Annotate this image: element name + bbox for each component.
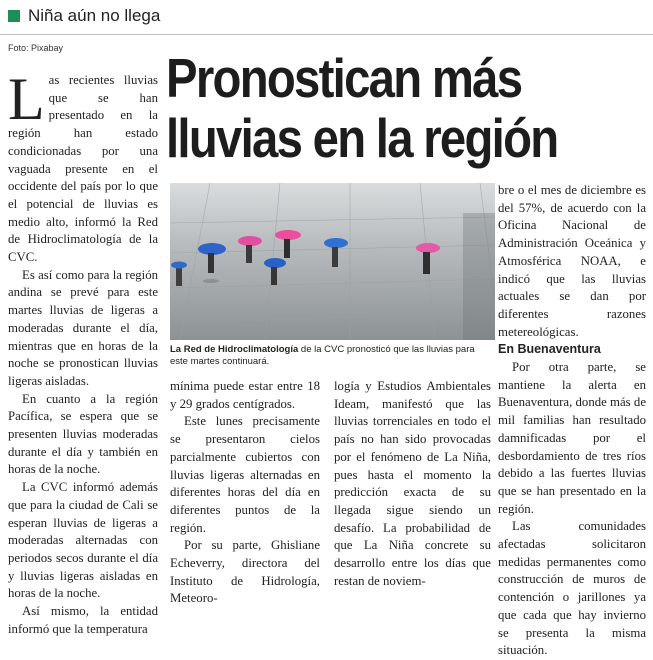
paragraph: Por otra parte, se mantiene la alerta en Buenaventura, donde más de mil familias han resultado damnificadas por el desbordamiento de tres ríos debido a las fuertes lluvias que se han presentado en la región. — [498, 360, 646, 516]
article-column-2 — [170, 378, 320, 608]
paragraph: mínima puede estar entre 18 y 29 grados centígrados. — [170, 379, 320, 411]
photo-caption — [170, 344, 495, 368]
paragraph — [8, 66, 158, 267]
paragraph: Así mismo, la entidad informó que la temperatura — [8, 604, 158, 636]
paragraph: logía y Estudios Ambientales Ideam, manifestó que las lluvias torrenciales en todo el país no han sido provocadas por el fenómeno de La Niña, pues hasta el momento la predicción exacta de su llegada sigue siendo un desafío. La probabilidad de que La Niña concrete su desarrollo entre los días que restan de noviem- — [334, 379, 491, 588]
headline-line-2: lluvias en la región — [166, 107, 558, 169]
paragraph: bre o el mes de diciembre es del 57%, de acuerdo con la Oficina Nacional de Administración Oceánica y Atmosférica NOAA, e indicó que las lluvias actuales se dan por diferentes razones metereológicas. — [498, 183, 646, 339]
paragraph-text: as recientes lluvias que se han presentado en la región han estado condicionadas por una vaguada presente en el occidente del país por lo que el potencial de lluvias es medio alto, informó la Red de Hidroclimatología de la CVC. — [8, 73, 158, 265]
article-column-4 — [498, 182, 646, 660]
drop-cap: L — [8, 66, 45, 132]
section-header — [8, 6, 648, 30]
paragraph: En cuanto a la región Pacífica, se espera que se presenten lluvias moderadas durante el día y también en horas de la noche. — [8, 391, 158, 477]
paragraph: Es así como para la región andina se prevé para este martes lluvias de ligeras a moderadas durante el día, mientras que en horas de la noche se pronostican lluvias ligeras aisladas. — [8, 267, 158, 388]
section-label: Niña aún no llega — [28, 6, 161, 25]
headline — [166, 48, 585, 168]
paragraph: Este lunes precisamente se presentaron cielos parcialmente cubiertos con lluvias ligeras alternadas en diferentes horas del día en diferentes puntos de la región. — [170, 414, 320, 535]
caption-text: de la CVC pronosticó que las lluvias para este martes continuará. — [170, 344, 475, 367]
article-column-3 — [334, 378, 491, 590]
article-column-1 — [8, 66, 158, 639]
section-marker — [8, 10, 20, 22]
section-divider — [0, 34, 653, 35]
paragraph: Las comunidades afectadas solicitaron medidas permanentes como construcción de muros de contención o jarillones ya que cada que hay invierno se presenta la misma situación. — [498, 519, 646, 658]
caption-bold: La Red de Hidroclimatología — [170, 344, 299, 355]
paragraph: La CVC informó además que para la ciudad de Cali se esperan lluvias de ligeras a moderadas alternadas con periodos secos durante el día y lluvias ligeras aisladas en horas de la noche. — [8, 480, 158, 601]
headline-line-1: Pronostican más — [166, 47, 522, 109]
photo-credit: Foto: Pixabay — [8, 43, 64, 53]
paragraph: Por su parte, Ghisliane Echeverry, directora del Instituto de Hidrología, Meteoro- — [170, 538, 320, 606]
subheading: En Buenaventura — [498, 342, 601, 357]
article-photo — [170, 183, 495, 340]
rain-umbrellas-photo — [170, 183, 495, 340]
